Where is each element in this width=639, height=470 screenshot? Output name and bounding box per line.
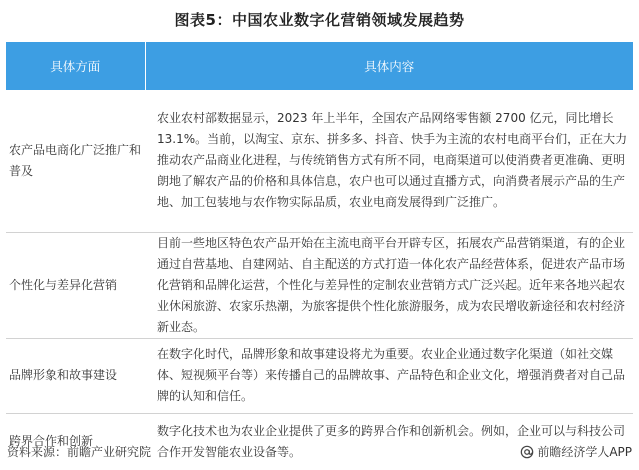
table-row: [6, 338, 633, 413]
row-aspect: 跨界合作和创新: [6, 413, 145, 470]
at-icon: [520, 445, 534, 459]
table-row: [6, 90, 633, 232]
row-aspect: 品牌形象和故事建设: [6, 338, 145, 413]
table-row: [6, 413, 633, 470]
table-header-row: [6, 42, 633, 90]
brand-credit: [520, 443, 632, 460]
header-aspect: 具体方面: [6, 42, 145, 90]
header-content: 具体内容: [145, 42, 633, 90]
source-note: 资料来源：前瞻产业研究院: [7, 445, 152, 459]
brand-name: 前瞻经济学人APP: [537, 445, 632, 459]
row-aspect: 个性化与差异化营销: [6, 232, 145, 338]
row-content: 目前一些地区特色农产品开始在主流电商平台开辟专区，拓展农产品营销渠道，有的企业通过自营基地、自建网站、自主配送的方式打造一体化农产品经营体系，促进农产品市场化营销和品牌化运营，个性化与差异性的定制农业营销方式广泛兴起。近年来各地兴起农业休闲旅游、农家乐热潮，为旅客提供个性化旅游服务，成为农民增收新途径和农村经济新业态。: [145, 232, 633, 338]
row-aspect: 农产品电商化广泛推广和普及: [6, 90, 145, 232]
table-row: [6, 232, 633, 338]
row-content: 在数字化时代，品牌形象和故事建设将尤为重要。农业企业通过数字化渠道（如社交媒体、短视频平台等）来传播自己的品牌故事、产品特色和企业文化，增强消费者对自己品牌的认知和信任。: [145, 338, 633, 413]
trend-table: [6, 42, 633, 470]
row-content: 数字化技术也为农业企业提供了更多的跨界合作和创新机会。例如，企业可以与科技公司合作开发智能农业设备等。: [145, 413, 633, 470]
figure-title: 图表5：中国农业数字化营销领域发展趋势: [174, 11, 465, 29]
row-content: 农业农村部数据显示，2023 年上半年，全国农产品网络零售额 2700 亿元，同比增长 13.1%。当前，以淘宝、京东、拼多多、抖音、快手为主流的农村电商平台们，正在大力推动农产品商业化进程，与传统销售方式有所不同，电商渠道可以使消费者更准确、更明朗地了解农产品的价格和具体信息，农户也可以通过直播方式，向消费者展示产品的生产地、加工包装地与农作物实际品质，农业电商发展得到广泛推广。: [145, 90, 633, 232]
